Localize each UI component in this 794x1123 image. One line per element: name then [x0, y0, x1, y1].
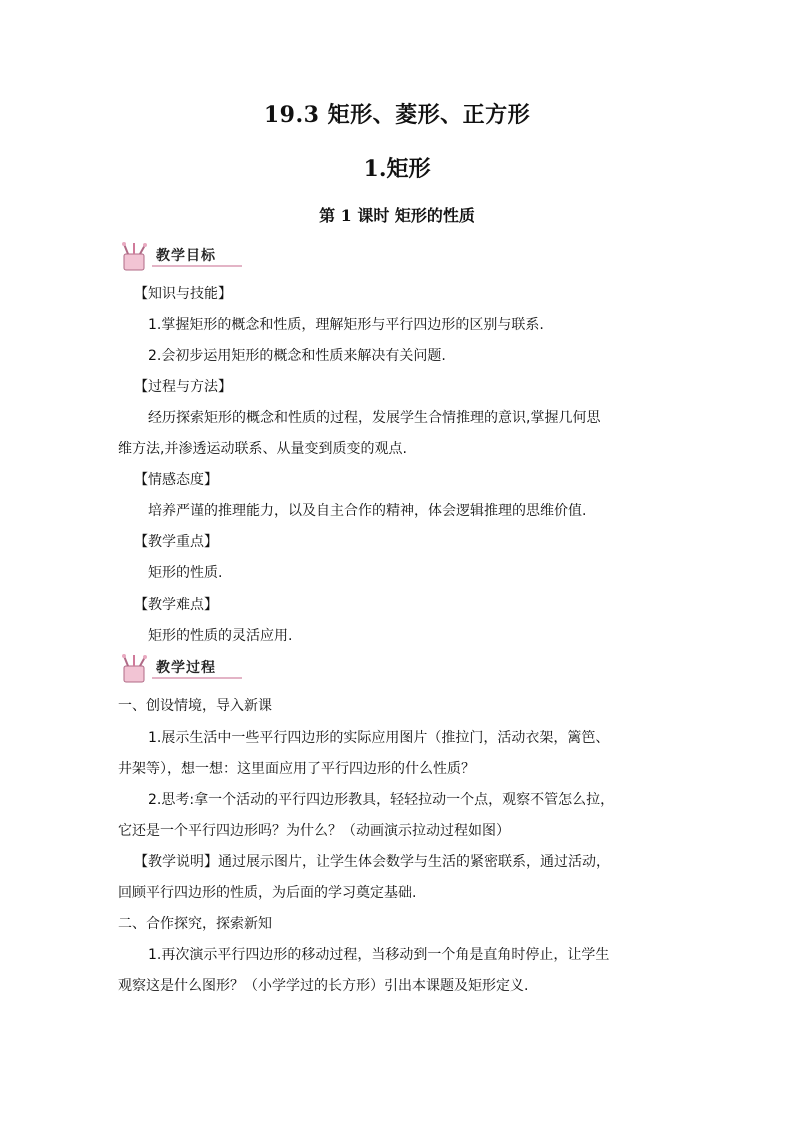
- part-heading: 二、合作探究，探索新知: [118, 916, 272, 932]
- difficult-point-heading: 【教学难点】: [134, 597, 218, 613]
- badge-label: 教学目标: [156, 248, 216, 264]
- section-title: 1.矩形: [363, 156, 431, 182]
- teaching-note: 【教学说明】通过展示图片，让学生体会数学与生活的紧密联系，通过活动，: [134, 854, 610, 870]
- objectives-badge: [118, 242, 243, 272]
- process-line: 1.展示生活中一些平行四边形的实际应用图片（推拉门，活动衣架，篱笆、: [148, 730, 610, 746]
- objective-line: 1.掌握矩形的概念和性质，理解矩形与平行四边形的区别与联系.: [148, 317, 544, 333]
- pencil-cup-icon: [118, 242, 154, 272]
- objective-line: 维方法,并渗透运动联系、从量变到质变的观点.: [118, 441, 407, 457]
- objective-line: 经历探索矩形的概念和性质的过程，发展学生合情推理的意识,掌握几何思: [148, 410, 601, 426]
- objective-line: 培养严谨的推理能力，以及自主合作的精神，体会逻辑推理的思维价值.: [148, 503, 587, 519]
- process-line: 1.再次演示平行四边形的移动过程，当移动到一个角是直角时停止，让学生: [148, 947, 610, 963]
- page-title: 19.3 矩形、菱形、正方形: [263, 102, 531, 128]
- objective-line: 2.会初步运用矩形的概念和性质来解决有关问题.: [148, 348, 446, 364]
- key-point-heading: 【教学重点】: [134, 534, 218, 550]
- pencil-cup-icon: [118, 654, 154, 684]
- attitude-heading: 【情感态度】: [134, 472, 218, 488]
- badge-underline: [152, 265, 242, 267]
- process-line: 它还是一个平行四边形吗？为什么？（动画演示拉动过程如图）: [118, 823, 510, 839]
- objective-line: 矩形的性质.: [148, 565, 223, 581]
- process-line: 2.思考:拿一个活动的平行四边形教具，轻轻拉动一个点，观察不管怎么拉，: [148, 792, 615, 808]
- process-line: 观察这是什么图形？（小学学过的长方形）引出本课题及矩形定义.: [118, 978, 529, 994]
- process-line: 井架等），想一想：这里面应用了平行四边形的什么性质？: [118, 761, 475, 777]
- objective-line: 矩形的性质的灵活应用.: [148, 628, 293, 644]
- lesson-title: 第 1 课时 矩形的性质: [319, 206, 475, 225]
- process-badge: [118, 654, 243, 684]
- badge-label: 教学过程: [156, 660, 216, 676]
- teaching-note: 回顾平行四边形的性质，为后面的学习奠定基础.: [118, 885, 417, 901]
- knowledge-heading: 【知识与技能】: [134, 286, 232, 302]
- part-heading: 一、创设情境，导入新课: [118, 698, 272, 714]
- process-heading: 【过程与方法】: [134, 379, 232, 395]
- badge-underline: [152, 677, 242, 679]
